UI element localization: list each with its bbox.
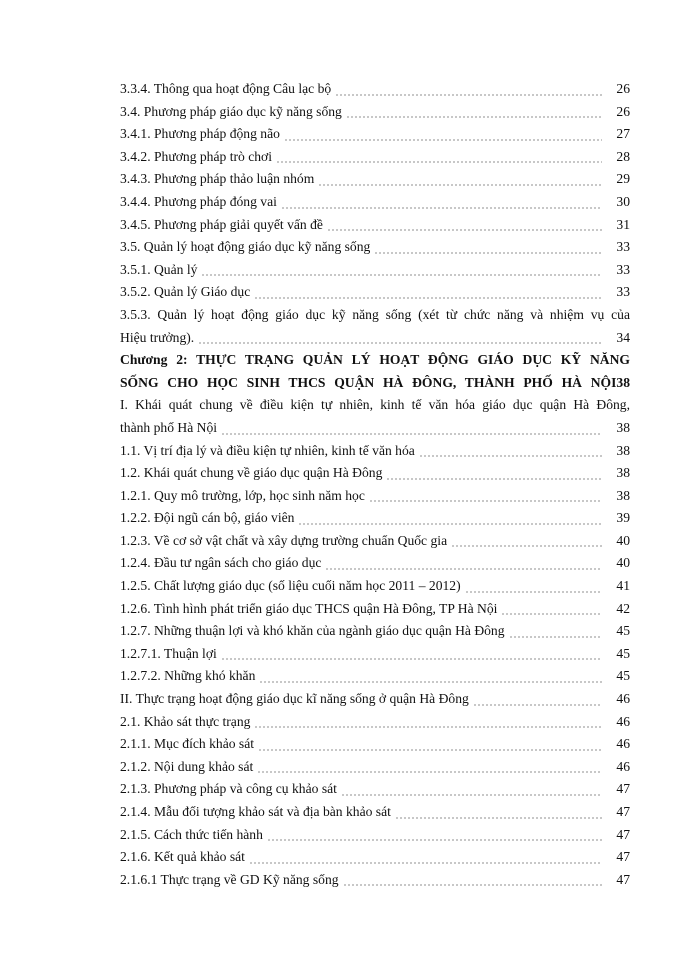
toc-entry[interactable]	[120, 191, 630, 214]
toc-entry-title: 1.2.7.1. Thuận lợi	[120, 645, 217, 661]
toc-entry-title: 2.1.6. Kết quả khảo sát	[120, 849, 245, 865]
toc-entry-page: 47	[616, 826, 630, 842]
toc-entry[interactable]	[120, 643, 630, 666]
table-of-contents	[120, 78, 630, 891]
toc-entry[interactable]	[120, 259, 630, 282]
toc-entry-title: 3.5.2. Quản lý Giáo dục	[120, 284, 251, 300]
toc-entry-page: 45	[616, 668, 630, 684]
toc-entry-title: 2.1. Khảo sát thực trạng	[120, 713, 251, 729]
toc-entry-page: 46	[616, 713, 630, 729]
toc-entry-title: 3.5.1. Quản lý	[120, 261, 198, 277]
toc-entry-page: 29	[616, 171, 630, 187]
leader-dots	[509, 636, 602, 638]
toc-entry[interactable]	[120, 598, 630, 621]
toc-entry[interactable]	[120, 778, 630, 801]
toc-entry-page: 45	[616, 623, 630, 639]
chapter-heading-line1: Chương 2: THỰC TRẠNG QUẢN LÝ HOẠT ĐỘNG GIÁO DỤC KỸ NĂNG	[120, 352, 630, 368]
leader-dots	[276, 161, 602, 163]
leader-dots	[341, 794, 602, 796]
leader-dots	[298, 523, 602, 525]
toc-entry[interactable]	[120, 507, 630, 530]
leader-dots	[259, 681, 602, 683]
toc-entry-title: 3.4.4. Phương pháp đóng vai	[120, 193, 277, 209]
leader-dots	[249, 862, 602, 864]
toc-entry-page: 38	[616, 419, 630, 435]
toc-entry-page: 47	[616, 804, 630, 819]
leader-dots	[221, 658, 602, 660]
toc-entry-title: 2.1.1. Mục đích khảo sát	[120, 736, 255, 752]
leader-dots	[267, 839, 602, 841]
leader-dots	[198, 342, 602, 344]
leader-dots	[318, 184, 602, 186]
toc-entry[interactable]	[120, 733, 630, 756]
toc-entry-title: 1.2.4. Đầu tư ngân sách cho giáo dục	[120, 555, 322, 571]
leader-dots	[221, 433, 602, 435]
toc-entry[interactable]	[120, 236, 630, 259]
toc-chapter-2[interactable]	[120, 349, 630, 394]
toc-entry-title: 2.1.5. Cách thức tiến hành	[120, 826, 263, 842]
leader-dots	[327, 229, 602, 231]
toc-entry[interactable]	[120, 801, 630, 824]
toc-entry-title: 3.5. Quản lý hoạt động giáo dục kỹ năng sống	[120, 239, 371, 255]
toc-entry-3-5-3[interactable]	[120, 304, 630, 349]
toc-entry-page: 33	[616, 261, 630, 277]
toc-section-3	[120, 78, 630, 304]
toc-entry-page: 26	[616, 81, 630, 96]
toc-entry-page: 46	[616, 691, 630, 707]
toc-entry-title: 2.1.4. Mẫu đối tượng khảo sát và địa bàn khảo sát	[120, 804, 391, 819]
toc-entry-title: II. Thực trạng hoạt động giáo dục kĩ năng sống ở quận Hà Đông	[120, 691, 469, 707]
toc-entry-title: 2.1.3. Phương pháp và công cụ khảo sát	[120, 781, 337, 797]
toc-entry-title: 1.1. Vị trí địa lý và điều kiện tự nhiên, kinh tế văn hóa	[120, 442, 415, 458]
toc-entry[interactable]	[120, 575, 630, 598]
toc-entry-page: 33	[616, 239, 630, 255]
toc-entry-page: 28	[616, 148, 630, 164]
leader-dots	[254, 297, 602, 299]
toc-entry-title: 3.4. Phương pháp giáo dục kỹ năng sống	[120, 103, 342, 119]
leader-dots	[254, 726, 602, 728]
toc-entry[interactable]	[120, 824, 630, 847]
toc-entry-title: 1.2.3. Về cơ sở vật chất và xây dựng trường chuẩn Quốc gia	[120, 532, 448, 548]
toc-entry[interactable]	[120, 440, 630, 463]
leader-dots	[325, 568, 602, 570]
leader-dots	[201, 274, 602, 276]
toc-entry[interactable]	[120, 168, 630, 191]
toc-entry[interactable]	[120, 846, 630, 869]
toc-entry-page: 47	[616, 849, 630, 865]
leader-dots	[258, 749, 602, 751]
toc-entry-title: 3.5.3. Quản lý hoạt động giáo dục kỹ năng sống (xét từ chức năng và nhiệm vụ của	[120, 306, 630, 322]
toc-entry[interactable]	[120, 711, 630, 734]
toc-entry-title: 1.2.2. Đội ngũ cán bộ, giáo viên	[120, 510, 295, 526]
toc-entry[interactable]	[120, 665, 630, 688]
toc-entry[interactable]	[120, 530, 630, 553]
toc-entry-title: 3.4.1. Phương pháp động não	[120, 126, 280, 142]
toc-entry-page: 26	[616, 103, 630, 119]
toc-entry-page: 38	[616, 442, 630, 458]
leader-dots	[501, 613, 602, 615]
leader-dots	[335, 94, 602, 96]
toc-entry-title: 3.4.3. Phương pháp thảo luận nhóm	[120, 171, 315, 187]
toc-entry-page: 41	[616, 578, 630, 594]
toc-entry-page: 40	[616, 532, 630, 548]
leader-dots	[473, 704, 602, 706]
toc-entry-page: 45	[616, 645, 630, 661]
leader-dots	[369, 500, 602, 502]
leader-dots	[451, 545, 602, 547]
toc-entry[interactable]	[120, 123, 630, 146]
toc-entry-title: 2.1.6.1 Thực trạng về GD Kỹ năng sống	[120, 871, 339, 887]
toc-entry-page: 39	[616, 510, 630, 526]
toc-entry-title: 1.2.7.2. Những khó khăn	[120, 668, 256, 684]
toc-entry[interactable]	[120, 101, 630, 124]
toc-entry[interactable]	[120, 146, 630, 169]
leader-dots	[281, 207, 602, 209]
toc-entry-title: I. Khái quát chung về điều kiện tự nhiên, kinh tế văn hóa giáo dục quận Hà Đông,	[120, 397, 630, 413]
toc-entry-page: 33	[616, 284, 630, 300]
toc-entry-I[interactable]	[120, 394, 630, 439]
toc-entry[interactable]	[120, 485, 630, 508]
toc-entry-title: 3.4.2. Phương pháp trò chơi	[120, 148, 273, 164]
leader-dots	[419, 455, 602, 457]
toc-entry-page: 40	[616, 555, 630, 571]
toc-entry-page: 46	[616, 758, 630, 774]
toc-entry-page: 34	[616, 329, 630, 345]
toc-entry[interactable]	[120, 462, 630, 485]
toc-entry[interactable]	[120, 688, 630, 711]
toc-entry-title: 1.2.7. Những thuận lợi và khó khăn của ngành giáo dục quận Hà Đông	[120, 623, 505, 639]
leader-dots	[346, 116, 602, 118]
leader-dots	[386, 478, 602, 480]
toc-entry[interactable]	[120, 78, 630, 101]
toc-entry-page: 47	[616, 871, 630, 887]
toc-entry-page: 42	[616, 600, 630, 616]
toc-entry-title: 1.2. Khái quát chung về giáo dục quận Hà Đông	[120, 465, 383, 481]
toc-entry-page: 47	[616, 781, 630, 797]
toc-entry[interactable]	[120, 214, 630, 237]
toc-entry-title: 2.1.2. Nội dung khảo sát	[120, 758, 254, 774]
toc-entry[interactable]	[120, 756, 630, 779]
toc-entry-title: 1.2.6. Tình hình phát triển giáo dục THCS quận Hà Đông, TP Hà Nội	[120, 600, 498, 616]
toc-entry-page: 38	[616, 487, 630, 503]
toc-entry-title: 1.2.1. Quy mô trường, lớp, học sinh năm học	[120, 487, 365, 503]
toc-entry-page: 46	[616, 736, 630, 752]
toc-entry-title: 3.3.4. Thông qua hoạt động Câu lạc bộ	[120, 81, 332, 96]
toc-entry-page: 30	[616, 193, 630, 209]
leader-dots	[343, 884, 602, 886]
leader-dots	[395, 817, 602, 819]
toc-entry-title-cont: thành phố Hà Nội	[120, 419, 218, 435]
toc-entry-title: 3.4.5. Phương pháp giải quyết vấn đề	[120, 216, 323, 232]
leader-dots	[284, 139, 602, 141]
toc-entry-page: 27	[616, 126, 630, 142]
toc-entry[interactable]	[120, 552, 630, 575]
toc-entry[interactable]	[120, 869, 630, 892]
toc-section-chapter-2	[120, 440, 630, 892]
toc-entry-title-cont: Hiệu trưởng).	[120, 329, 195, 345]
toc-entry[interactable]	[120, 281, 630, 304]
toc-entry-page: 31	[616, 216, 630, 232]
toc-entry[interactable]	[120, 620, 630, 643]
toc-entry-page: 38	[616, 465, 630, 481]
chapter-heading-line2: SỐNG CHO HỌC SINH THCS QUẬN HÀ ĐÔNG, THÀNH PHỐ HÀ NỘI38	[120, 374, 630, 390]
leader-dots	[374, 252, 602, 254]
leader-dots	[257, 771, 602, 773]
leader-dots	[465, 591, 602, 593]
toc-entry-title: 1.2.5. Chất lượng giáo dục (số liệu cuối năm học 2011 – 2012)	[120, 578, 461, 594]
